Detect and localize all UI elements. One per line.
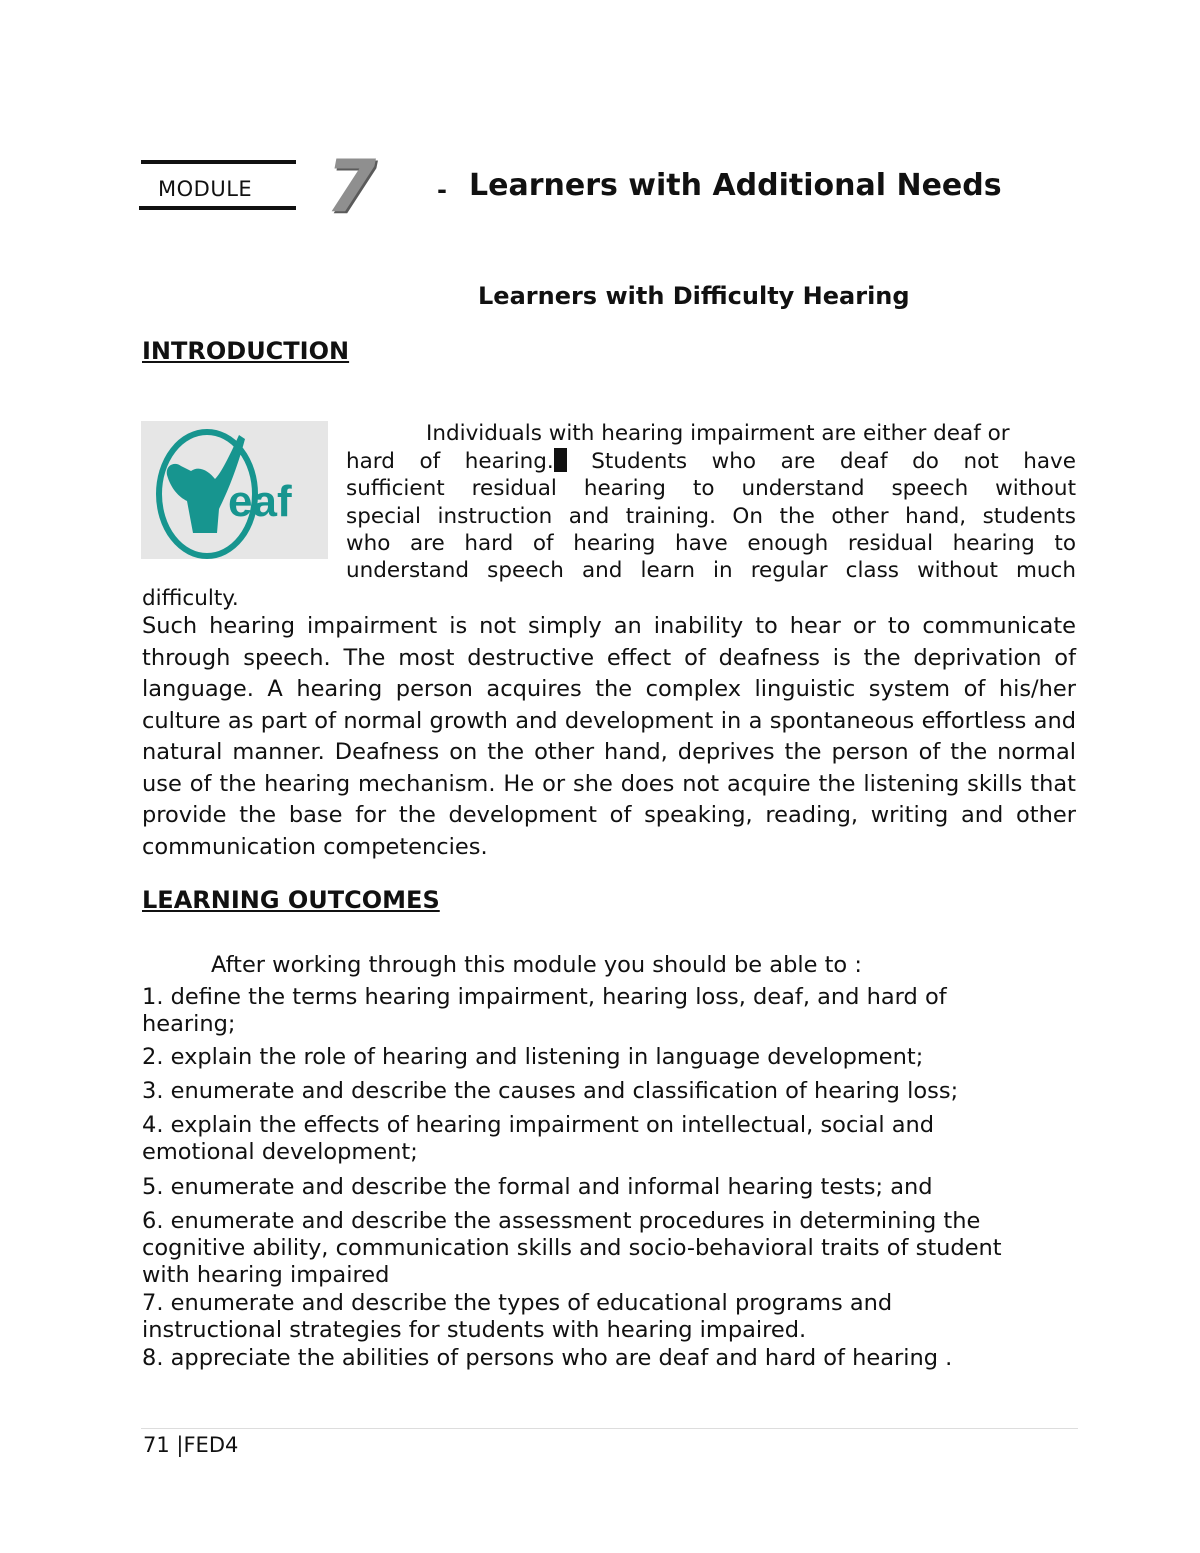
outcome-item-5: 5. enumerate and describe the formal and informal hearing tests; and (142, 1174, 933, 1200)
deaf-logo-image (141, 421, 328, 559)
intro-line-4: special instruction and training. On the other hand, students (346, 504, 1076, 529)
learning-outcomes-heading: LEARNING OUTCOMES (142, 886, 440, 914)
page-footer: 71 |FED4 (143, 1433, 239, 1457)
text-cursor (554, 448, 567, 472)
intro-line-1: Individuals with hearing impairment are either deaf or (426, 421, 1010, 446)
outcome-item-4: 4. explain the effects of hearing impairment on intellectual, social and emotional development; (142, 1112, 935, 1165)
intro-line-6: understand speech and learn in regular class without much (346, 558, 1076, 583)
outcome-item-8: 8. appreciate the abilities of persons who are deaf and hard of hearing . (142, 1345, 953, 1371)
outcome-item-7: 7. enumerate and describe the types of educational programs and instructional strategies for students with hearing impaired. (142, 1290, 893, 1343)
module-separator: - (437, 176, 447, 204)
module-number: 7 (326, 144, 377, 228)
intro-line-2a: hard of hearing. (346, 449, 554, 474)
deaf-logo-icon (141, 421, 328, 559)
intro-line-7: difficulty. (142, 586, 239, 611)
outcomes-intro: After working through this module you should be able to : (211, 952, 862, 978)
page-subtitle: Learners with Difficulty Hearing (478, 282, 910, 310)
module-label: MODULE (158, 177, 253, 201)
outcome-item-2: 2. explain the role of hearing and listening in language development; (142, 1044, 924, 1070)
intro-line-5: who are hard of hearing have enough residual hearing to (346, 531, 1076, 556)
outcome-item-6: 6. enumerate and describe the assessment procedures in determining the cognitive ability, communication skills and socio-behavioral traits of student with hearing impaired (142, 1208, 1002, 1288)
module-top-rule (141, 160, 296, 164)
intro-second-line (346, 448, 1076, 475)
intro-paragraph-2: Such hearing impairment is not simply an inability to hear or to communicate through speech. The most destructive effect of deafness is the deprivation of language. A hearing person acquires the complex linguistic system of his/her culture as part of normal growth and development in a spontaneous effortless and natural manner. Deafness on the other hand, deprives the person of the normal use of the hearing mechanism. He or she does not acquire the listening skills that provide the base for the development of speaking, reading, writing and other communication competencies. (142, 613, 1076, 860)
footer-divider (141, 1428, 1078, 1429)
module-bottom-rule (139, 206, 296, 210)
intro-line-3: sufficient residual hearing to understand speech without (346, 476, 1076, 501)
intro-first-line (346, 420, 1076, 447)
intro-line-2b: Students who are deaf do not have (591, 449, 1076, 474)
outcome-item-1: 1. define the terms hearing impairment, hearing loss, deaf, and hard of hearing; (142, 984, 947, 1037)
module-title: Learners with Additional Needs (469, 168, 1002, 203)
logo-text: eaf (228, 477, 292, 526)
outcome-item-3: 3. enumerate and describe the causes and classification of hearing loss; (142, 1078, 959, 1104)
introduction-heading: INTRODUCTION (142, 337, 350, 365)
